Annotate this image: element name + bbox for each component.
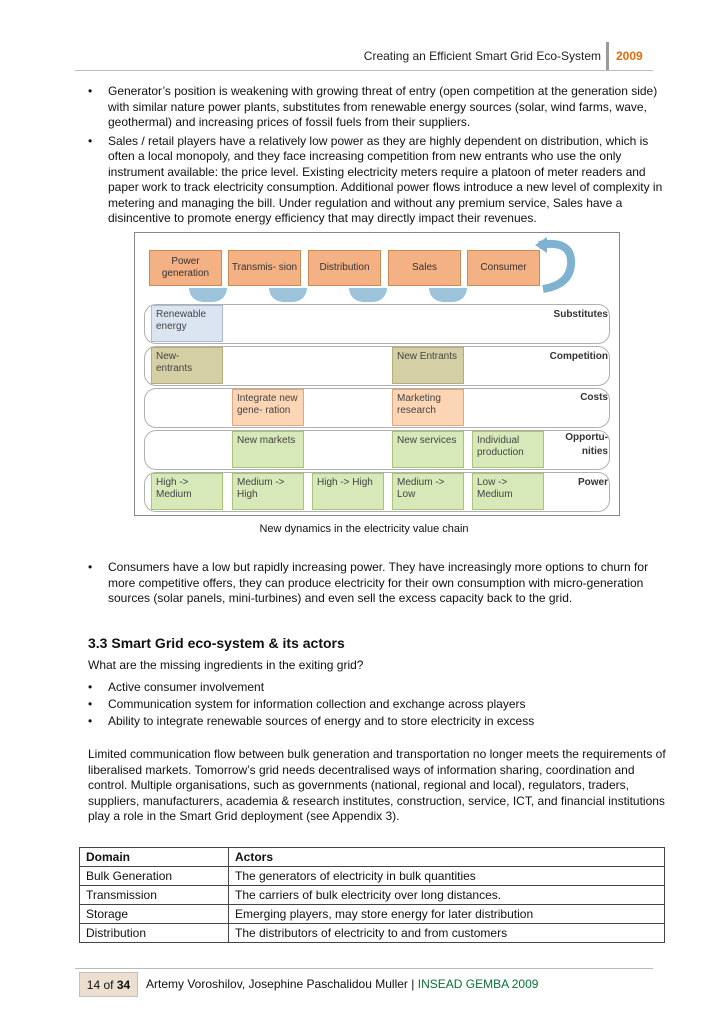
table-cell: Emerging players, may store energy for later distribution: [229, 905, 665, 924]
band-costs: [144, 388, 610, 428]
footer-org: INSEAD GEMBA 2009: [417, 977, 539, 991]
bullet-glyph: •: [88, 714, 93, 728]
footer-separator: |: [411, 977, 415, 991]
figure-cell: Marketing research: [392, 389, 464, 426]
list-item: [88, 84, 673, 131]
table-header-row: [80, 848, 665, 867]
row-label: Power: [577, 477, 608, 488]
bullet-glyph: •: [88, 680, 93, 694]
bullet-text: Sales / retail players have a relatively low power as they are highly dependent on distribution, which is often a local monopoly, and they face increasing competition from new entrants who use the only instrument available: the price level. Existing electricity meters require a platoon of meter readers and paper work to track electricity consumption. Additional power flows introduce a new level of complexity in metering and managing the bill. Under regulation and without any premium service, Sales have a disincentive to promote energy efficiency that may directly impact their revenues.: [108, 133, 663, 225]
page-of: of: [103, 977, 114, 992]
list-item: [88, 713, 534, 730]
chain-step: Consumer: [467, 250, 540, 286]
chain-step: Sales: [388, 250, 461, 286]
figure-caption: New dynamics in the electricity value chain: [259, 523, 469, 535]
flow-arrow: [349, 288, 387, 302]
table-cell: Transmission: [80, 886, 229, 905]
list-item: [88, 560, 673, 607]
header-rule: [75, 70, 653, 71]
figure-cell: Renewable energy: [151, 305, 223, 342]
figure-cell: New markets: [232, 431, 304, 468]
column-header: Actors: [229, 848, 665, 867]
table-cell: Bulk Generation: [80, 867, 229, 886]
page-number-box: [79, 972, 138, 997]
chain-step: Power generation: [149, 250, 222, 286]
list-item-text: Ability to integrate renewable sources of energy and to store electricity in excess: [108, 714, 535, 728]
page-total: 34: [116, 977, 131, 992]
section-question: What are the missing ingredients in the exiting grid?: [88, 658, 364, 672]
table-row: [80, 867, 665, 886]
flow-arrow: [189, 288, 227, 302]
bullet-glyph: •: [88, 133, 93, 148]
footer-text: [146, 977, 538, 991]
table-cell: Distribution: [80, 924, 229, 943]
figure-cell: New Entrants: [392, 347, 464, 384]
figure-cell: Medium -> Low: [392, 473, 464, 510]
list-item: [88, 679, 534, 696]
body-paragraph: Limited communication flow between bulk generation and transportation no longer meets the requirements of liberalised markets. Tomorrow’s grid needs decentralised ways of information sharing, coordination and control. Multiple organisations, such as governments (national, regional and local), regulators, traders, suppliers, manufacturers, academia & research institutes, construction, service, ICT, and financial institutions play a role in the Smart Grid deployment (see Appendix 3).: [88, 747, 666, 823]
row-label: Opportu- nities: [565, 432, 608, 457]
section-heading: 3.3 Smart Grid eco-system & its actors: [88, 635, 345, 651]
row-label: Competition: [549, 351, 608, 362]
table-row: [80, 905, 665, 924]
table-cell: The carriers of bulk electricity over long distances.: [229, 886, 665, 905]
value-chain-figure: [134, 232, 620, 516]
bullet-text: Consumers have a low but rapidly increasing power. They have increasingly more options to churn for more competitive offers, they can produce electricity for their own consumption with micro-generation sources (solar panels, mini-turbines) and even sell the excess capacity back to the grid.: [108, 560, 649, 605]
chain-step: Transmis- sion: [228, 250, 301, 286]
bullet-glyph: •: [88, 560, 93, 574]
bullet-list-top: [88, 84, 673, 230]
table-cell: Storage: [80, 905, 229, 924]
figure-cell: High -> Medium: [151, 473, 223, 510]
page-current: 14: [86, 977, 101, 992]
column-header: Domain: [80, 848, 229, 867]
figure-cell: Integrate new gene- ration: [232, 389, 304, 426]
actors-table: [79, 847, 665, 943]
table-cell: The generators of electricity in bulk quantities: [229, 867, 665, 886]
figure-cell: New- entrants: [151, 347, 223, 384]
list-item-text: Communication system for information collection and exchange across players: [108, 697, 526, 711]
footer-authors: Artemy Voroshilov, Josephine Paschalidou Muller: [146, 977, 408, 991]
header-divider: [606, 42, 609, 70]
flow-arrow: [429, 288, 467, 302]
bullet-glyph: •: [88, 84, 93, 98]
figure-cell: New services: [392, 431, 464, 468]
list-item-text: Active consumer involvement: [108, 680, 265, 694]
table-row: [80, 886, 665, 905]
table-cell: The distributors of electricity to and from customers: [229, 924, 665, 943]
running-header-year: 2009: [616, 49, 643, 63]
bullet-list-mid: [88, 560, 673, 610]
figure-cell: Individual production: [472, 431, 544, 468]
table-row: [80, 924, 665, 943]
row-label: Substitutes: [553, 309, 608, 320]
chain-step: Distribution: [308, 250, 381, 286]
running-header-title: Creating an Efficient Smart Grid Eco-System: [363, 49, 601, 63]
bullet-text: Generator’s position is weakening with growing threat of entry (open competition at the generation side) with similar nature power plants, substitutes from renewable energy sources (solar, wind farms, wave, geothermal) and increasing prices of fossil fuels from their suppliers.: [108, 84, 658, 129]
figure-cell: Low -> Medium: [472, 473, 544, 510]
list-item: [88, 696, 534, 713]
figure-cell: Medium -> High: [232, 473, 304, 510]
ingredients-list: [88, 679, 534, 730]
footer-rule: [75, 968, 653, 969]
figure-cell: High -> High: [312, 473, 384, 510]
row-label: Costs: [580, 392, 608, 403]
curved-arrow-icon: [535, 235, 579, 293]
bullet-glyph: •: [88, 697, 93, 711]
list-item: [88, 134, 673, 227]
flow-arrow: [269, 288, 307, 302]
